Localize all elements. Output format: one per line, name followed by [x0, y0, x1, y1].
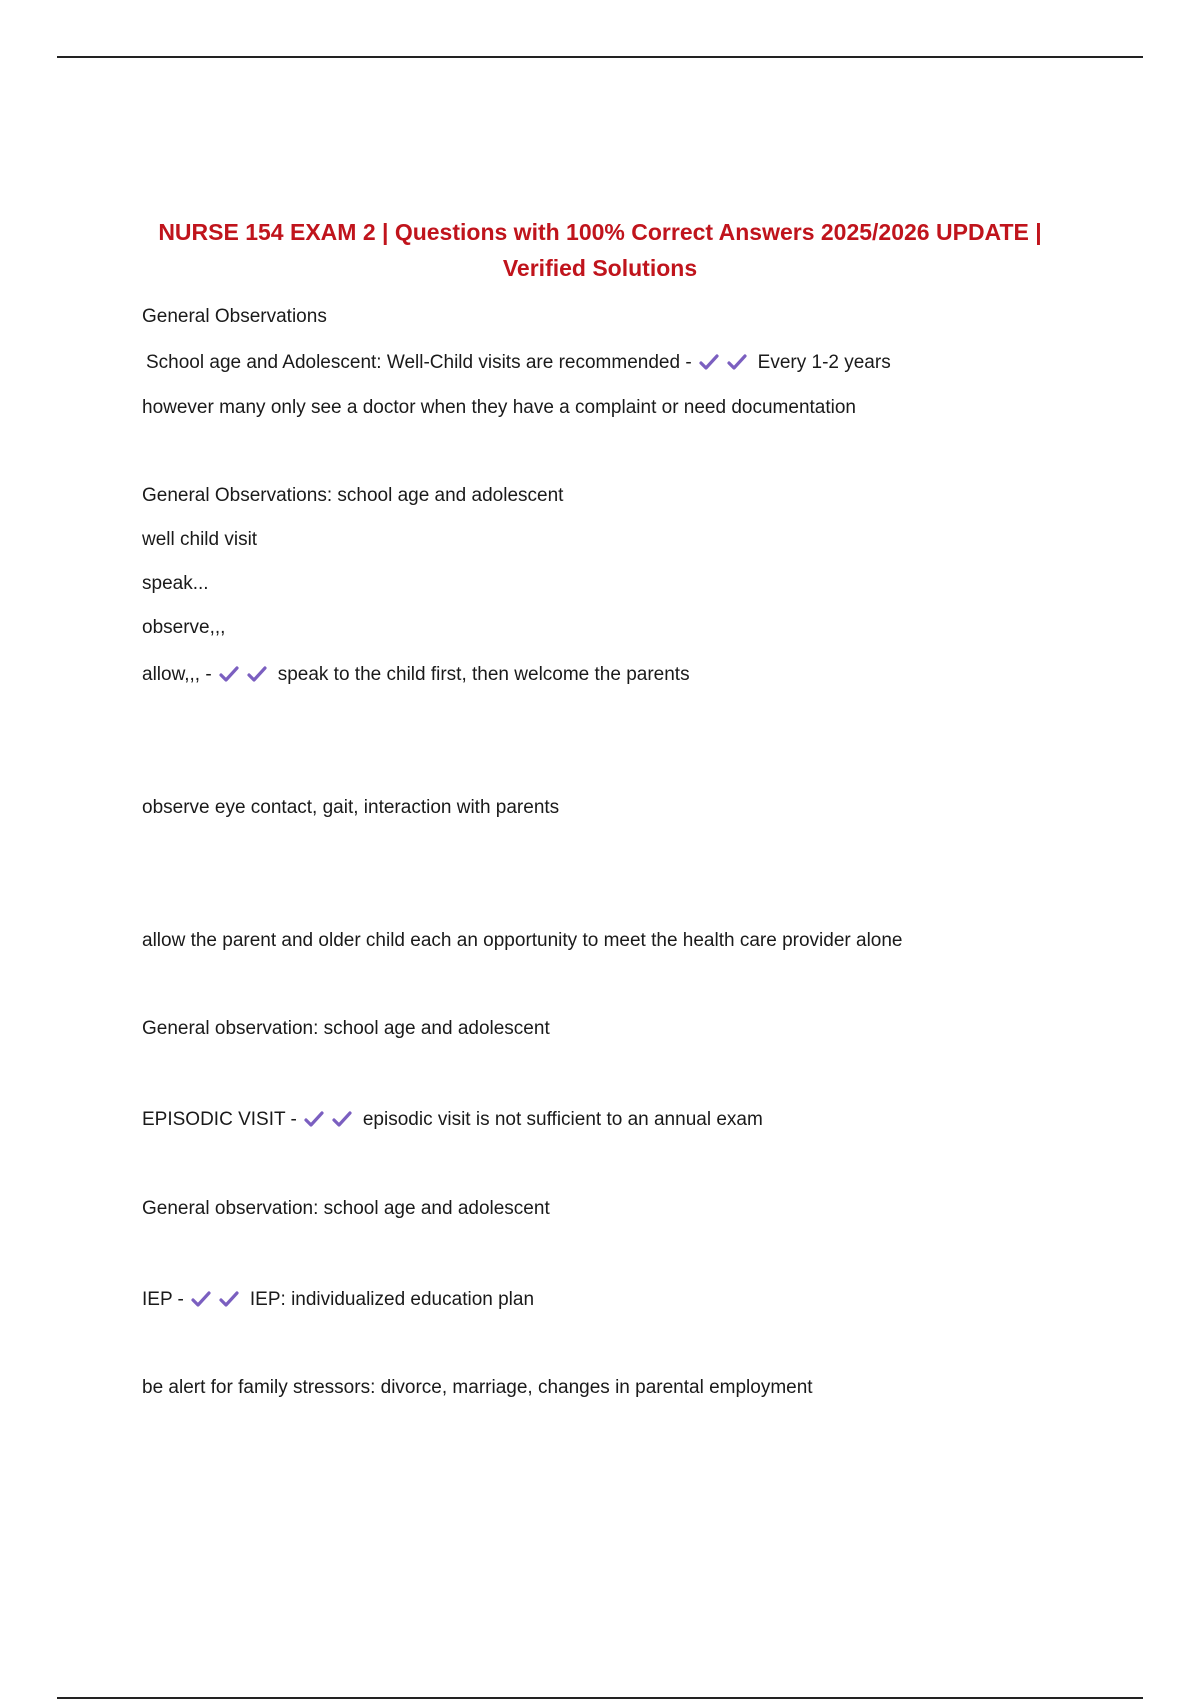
check-icon	[303, 1109, 329, 1129]
text-line: be alert for family stressors: divorce, marriage, changes in parental employment	[142, 1377, 813, 1398]
text-line: General Observations	[142, 306, 327, 327]
answer-text: speak to the child first, then welcome the parents	[277, 664, 690, 685]
text-line: General observation: school age and adolescent	[142, 1198, 550, 1219]
text-line: General Observations: school age and adolescent	[142, 485, 564, 506]
check-icon	[726, 352, 752, 372]
qa-line	[146, 351, 891, 375]
answer-text: IEP: individualized education plan	[249, 1289, 535, 1310]
question-text: EPISODIC VISIT -	[142, 1109, 297, 1130]
text-line: observe,,,	[142, 617, 226, 638]
check-icon	[246, 664, 272, 684]
check-icon	[698, 352, 724, 372]
qa-line	[142, 663, 690, 687]
text-line: well child visit	[142, 529, 258, 550]
check-icon	[218, 664, 244, 684]
check-icon	[331, 1109, 357, 1129]
text-line: observe eye contact, gait, interaction with parents	[142, 797, 560, 818]
text-line: speak...	[142, 573, 209, 594]
header-rule	[57, 56, 1143, 58]
answer-checkmarks	[218, 663, 274, 687]
footer-rule	[57, 1697, 1143, 1699]
answer-text: episodic visit is not sufficient to an annual exam	[362, 1109, 763, 1130]
qa-line	[142, 1108, 763, 1132]
text-line: however many only see a doctor when they have a complaint or need documentation	[142, 397, 856, 418]
answer-checkmarks	[303, 1108, 359, 1132]
text-line: allow the parent and older child each an opportunity to meet the health care provider alone	[142, 930, 903, 951]
question-text: School age and Adolescent: Well-Child visits are recommended -	[146, 352, 692, 373]
question-text: IEP -	[142, 1289, 184, 1310]
qa-line	[142, 1288, 534, 1312]
text-line: General observation: school age and adolescent	[142, 1018, 550, 1039]
answer-text: Every 1-2 years	[757, 352, 891, 373]
answer-checkmarks	[190, 1288, 246, 1312]
answer-checkmarks	[698, 351, 754, 375]
check-icon	[190, 1289, 216, 1309]
question-text: allow,,, -	[142, 664, 212, 685]
check-icon	[218, 1289, 244, 1309]
document-title: NURSE 154 EXAM 2 | Questions with 100% Correct Answers 2025/2026 UPDATE | Verified Solutions	[158, 219, 1042, 281]
